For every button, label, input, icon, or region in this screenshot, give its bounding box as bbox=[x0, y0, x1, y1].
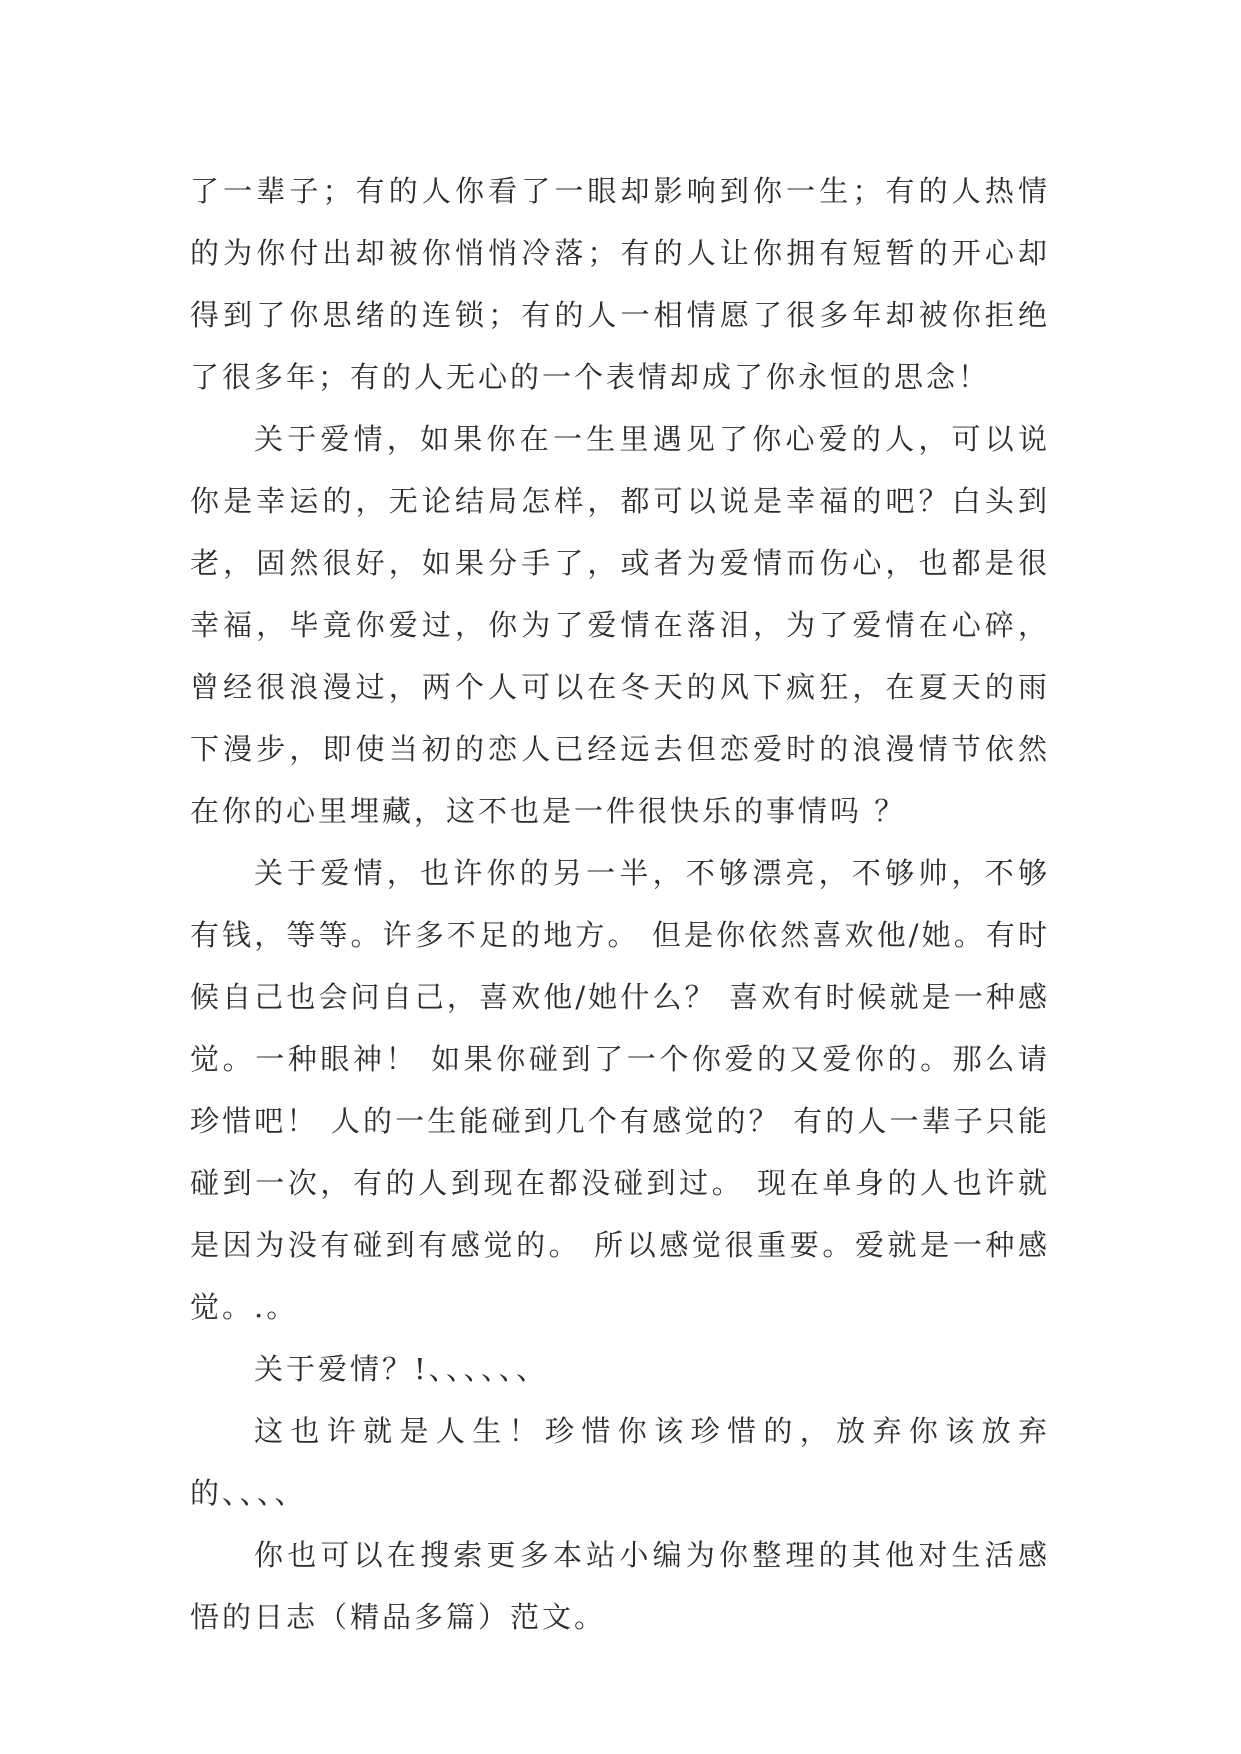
paragraph-closing-note: 你也可以在搜索更多本站小编为你整理的其他对生活感悟的日志（精品多篇）范文。 bbox=[190, 1538, 1050, 1634]
paragraph-continuation: 了一辈子；有的人你看了一眼却影响到你一生；有的人热情的为你付出却被你悄悄冷落；有的人让你拥有短暂的开心却得到了你思绪的连锁；有的人一相情愿了很多年却被你拒绝了很多年；有的人无心的一个表情却成了你永恒的思念！ bbox=[190, 174, 1050, 394]
paragraph-love-fortune: 关于爱情，如果你在一生里遇见了你心爱的人，可以说你是幸运的，无论结局怎样，都可以说是幸福的吧？白头到老，固然很好，如果分手了，或者为爱情而伤心，也都是很幸福，毕竟你爱过，你为了爱情在落泪，为了爱情在心碎，曾经很浪漫过，两个人可以在冬天的风下疯狂，在夏天的雨下漫步，即使当初的恋人已经远去但恋爱时的浪漫情节依然在你的心里埋藏，这不也是一件很快乐的事情吗 ？ bbox=[190, 422, 1050, 828]
paragraph-life-cherish: 这也许就是人生！珍惜你该珍惜的，放弃你该放弃的、、、、 bbox=[190, 1414, 1050, 1510]
paragraph-love-feeling: 关于爱情，也许你的另一半，不够漂亮，不够帅，不够有钱，等等。许多不足的地方。 但是你依然喜欢他/她。有时候自己也会问自己，喜欢他/她什么？ 喜欢有时候就是一种感觉。一种眼神！ 如果你碰到了一个你爱的又爱你的。那么请珍惜吧！ 人的一生能碰到几个有感觉的？ 有的人一辈子只能碰到一次，有的人到现在都没碰到过。 现在单身的人也许就是因为没有碰到有感觉的。 所以感觉很重要。爱就是一种感觉。.。 bbox=[190, 856, 1050, 1324]
document-body bbox=[190, 160, 1050, 1648]
paragraph-love-question: 关于爱情？!、、、、、、 bbox=[254, 1352, 549, 1386]
